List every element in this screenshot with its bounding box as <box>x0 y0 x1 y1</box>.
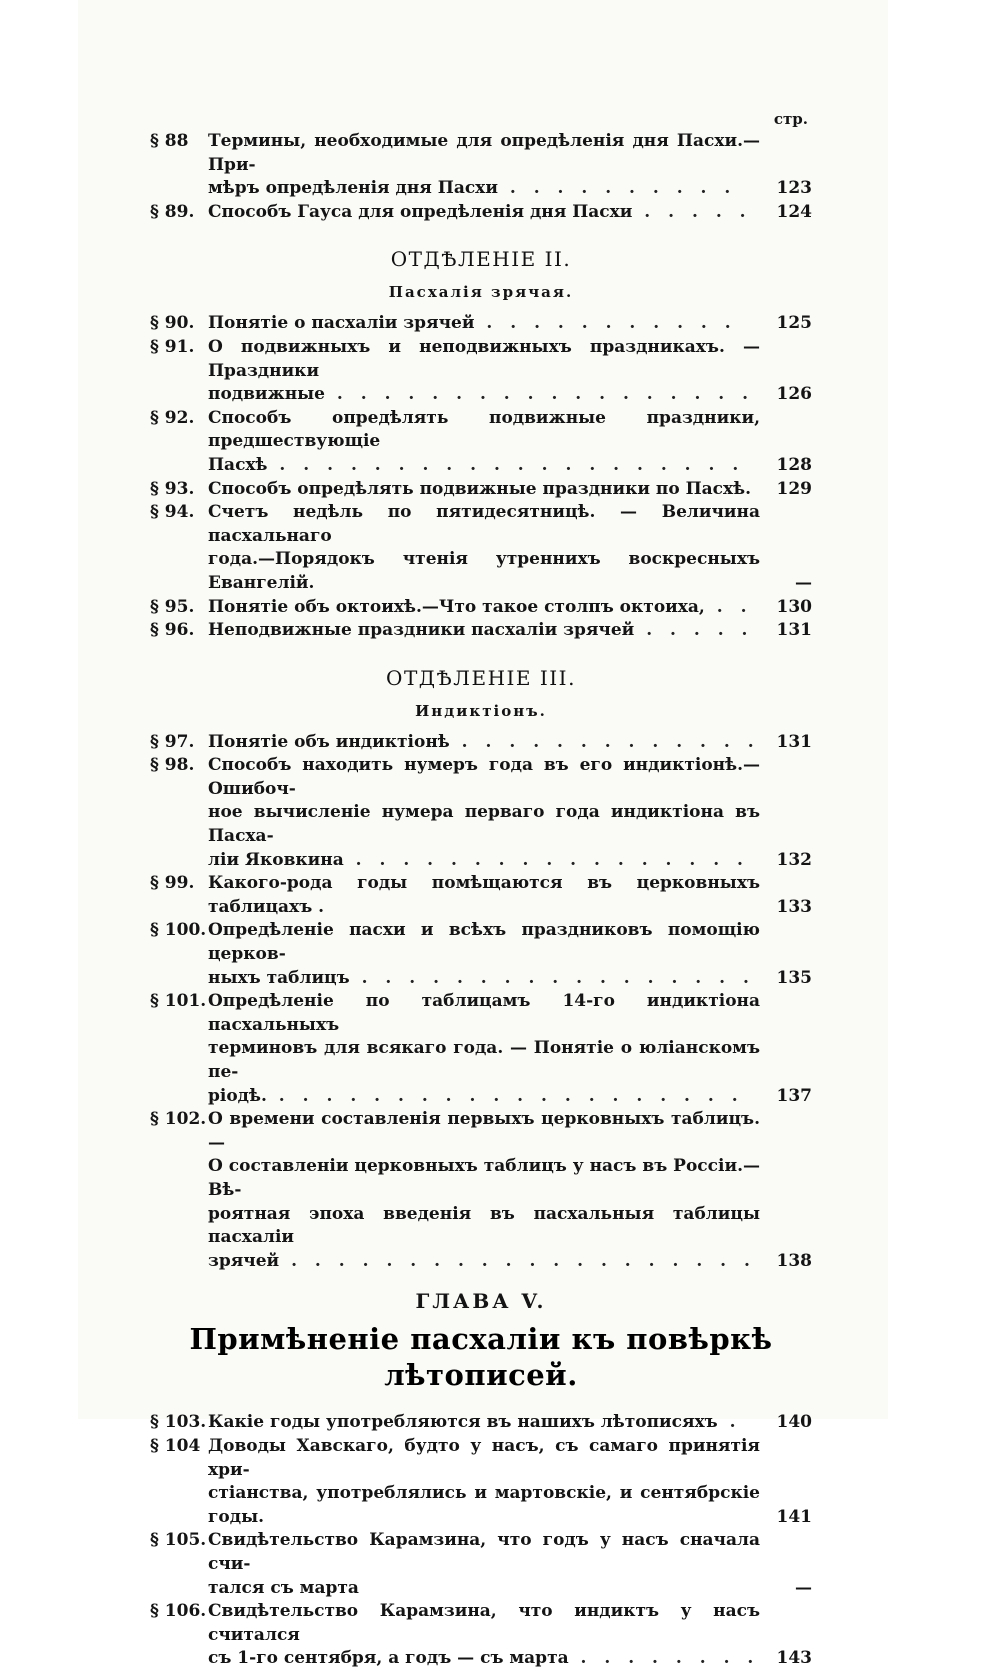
leader-dots: . . . . . <box>634 620 754 641</box>
entry-title-text: Способъ опредѣлять подвижные праздники по Пасхѣ. <box>208 478 752 499</box>
entry-title-line <box>208 312 760 336</box>
section-number: § 100. <box>150 920 207 941</box>
leader-dots: . <box>717 1412 742 1433</box>
toc-entry <box>150 407 812 478</box>
entry-title-text: Способъ находить нумеръ года въ его индиктіонѣ.—Ошибоч- <box>208 755 760 799</box>
toc-content <box>150 108 812 1671</box>
page-number: 132 <box>776 849 812 870</box>
entry-title-line <box>208 919 760 966</box>
entry-title <box>208 501 760 595</box>
entry-title <box>208 1435 760 1529</box>
leader-dots: . . . . . <box>632 201 752 222</box>
entry-title-text: Какіе годы употребляются въ нашихъ лѣтописяхъ <box>208 1412 718 1433</box>
toc-entry <box>150 990 812 1108</box>
page-number: 124 <box>776 201 812 222</box>
entry-title-text: О составленіи церковныхъ таблицъ у насъ въ Россіи.—Вѣ- <box>208 1156 760 1200</box>
entry-title-line <box>208 872 760 919</box>
entry-title-text: Понятіе о пасхаліи зрячей <box>208 313 475 334</box>
entry-title-line <box>208 754 760 801</box>
entry-title-text: ліи Яковкина <box>208 849 344 870</box>
page-number: 126 <box>776 384 812 405</box>
entry-title-line <box>208 407 760 454</box>
leader-dots: . . . . . . . . . . . . . <box>449 731 760 752</box>
entry-title <box>208 130 760 201</box>
page-number: 137 <box>776 1085 812 1106</box>
entry-title-text: О времени составленія первыхъ церковныхъ таблицъ. — <box>208 1109 760 1153</box>
entry-title-text: Какого-рода годы помѣщаются въ церковныхъ таблицахъ . <box>208 873 760 917</box>
entry-title-line <box>208 967 760 991</box>
section-subtitle-2: Пасхалія зрячая. <box>388 283 574 302</box>
page-number: 141 <box>776 1506 812 1527</box>
entry-title-text: зрячей <box>208 1250 280 1271</box>
entry-title-line <box>208 548 760 595</box>
entry-title <box>208 596 760 620</box>
toc-entry <box>150 201 812 225</box>
toc-block-4 <box>150 1411 812 1671</box>
section-subtitle-3: Индиктіонъ. <box>415 701 547 720</box>
page-number: — <box>795 572 812 593</box>
entry-title <box>208 336 760 407</box>
entry-title-text: Способъ Гауса для опредѣленія дня Пасхи <box>208 201 633 222</box>
entry-title-text: Опредѣленіе пасхи и всѣхъ праздниковъ помощію церков- <box>208 920 760 965</box>
toc-block-1 <box>150 130 812 224</box>
leader-dots: . . . . . . . . . . . . . . . . . . . . <box>279 1250 756 1271</box>
page-number: 135 <box>776 967 812 988</box>
page-number: 128 <box>776 454 812 475</box>
chapter-title-line-2: лѣтописей. <box>384 1358 578 1393</box>
toc-entry <box>150 619 812 643</box>
section-number: § 97. <box>150 731 195 752</box>
page-column-label: стр. <box>773 110 808 128</box>
entry-title-line <box>208 454 760 478</box>
leader-dots: . . . . . . . . . . . <box>474 313 737 334</box>
entry-title <box>208 619 760 643</box>
leader-dots: . . . . . . . . . . . . . . . . . . . . <box>266 1085 744 1106</box>
toc-entry <box>150 1600 812 1671</box>
page-number: 123 <box>776 178 812 199</box>
leader-dots: . . <box>704 596 753 617</box>
toc-entry <box>150 596 812 620</box>
entry-title-line <box>208 1411 760 1435</box>
page-number: 125 <box>776 313 812 334</box>
entry-title <box>208 478 760 502</box>
section-number: § 102. <box>150 1109 207 1130</box>
entry-title-text: Доводы Хавскаго, будто у насъ, съ самаго принятія хри- <box>208 1435 760 1480</box>
leader-dots: . . . . . . . . . . . . . . . . . . . . <box>267 454 745 475</box>
entry-title <box>208 1529 760 1600</box>
section-number: § 106. <box>150 1601 207 1622</box>
toc-entry <box>150 1435 812 1529</box>
entry-title-line <box>208 1435 760 1482</box>
entry-title <box>208 1411 760 1435</box>
entry-title-text: съ 1-го сентября, а годъ — съ марта <box>208 1648 569 1669</box>
toc-entry <box>150 731 812 755</box>
entry-title-text: ріодѣ. <box>208 1085 267 1106</box>
page-number: 138 <box>776 1250 812 1271</box>
chapter-title <box>150 1321 812 1393</box>
leader-dots: . . . . . . . . . . . . . . . . . . <box>325 384 755 405</box>
entry-title-line <box>208 1108 760 1155</box>
page-number: 143 <box>776 1648 812 1669</box>
section-number: § 94. <box>150 502 195 523</box>
toc-entry <box>150 1529 812 1600</box>
entry-title-text: Понятіе объ индиктіонѣ <box>208 731 450 752</box>
entry-title-text: Термины, необходимые для опредѣленія дня Пасхи.—При- <box>208 131 760 175</box>
section-number: § 90. <box>150 313 195 334</box>
entry-title-line <box>208 1085 760 1109</box>
toc-entry <box>150 501 812 595</box>
entry-title-text: Способъ опредѣлять подвижные праздники, предшествующіе <box>208 407 760 452</box>
entry-title <box>208 731 760 755</box>
entry-title-text: Свидѣтельство Карамзина, что годъ у насъ сначала счи- <box>208 1530 760 1574</box>
leader-dots: . . . . . . . . . . <box>497 178 737 199</box>
entry-title <box>208 312 760 336</box>
entry-title-line <box>208 1037 760 1084</box>
section-number: § 91. <box>150 336 195 357</box>
toc-entry <box>150 1411 812 1435</box>
entry-title-line <box>208 731 760 755</box>
entry-title <box>208 1600 760 1671</box>
toc-entry <box>150 336 812 407</box>
section-number: § 93. <box>150 478 195 499</box>
section-number: § 105. <box>150 1530 207 1551</box>
toc-entry <box>150 754 812 872</box>
leader-dots: . . . . . . . . . . . . . . . . . <box>343 849 749 870</box>
chapter-title-line-1: Примѣненіе пасхаліи къ повѣркѣ <box>189 1322 773 1357</box>
entry-title-line <box>208 501 760 548</box>
toc-block-3 <box>150 731 812 1274</box>
entry-title-line <box>208 1203 760 1250</box>
section-number: § 88 <box>150 131 189 151</box>
toc-entry <box>150 312 812 336</box>
entry-title-line <box>208 1529 760 1576</box>
section-number: § 96. <box>150 620 195 641</box>
entry-title-line <box>208 1577 760 1601</box>
page-number: 129 <box>776 478 812 499</box>
entry-title-line <box>208 478 760 502</box>
entry-title-line <box>208 336 760 383</box>
entry-title-line <box>208 1600 760 1647</box>
entry-title-text: Неподвижные праздники пасхаліи зрячей <box>208 620 635 641</box>
page-number: 131 <box>776 731 812 752</box>
entry-title-line <box>208 619 760 643</box>
entry-title-text: мѣръ опредѣленія дня Пасхи <box>208 178 498 199</box>
leader-dots: . . . . . . . . <box>568 1648 760 1669</box>
toc-entry <box>150 919 812 990</box>
entry-title <box>208 990 760 1108</box>
entry-title-line <box>208 1647 760 1671</box>
entry-title-line <box>208 849 760 873</box>
entry-title-text: тался съ марта <box>208 1577 359 1598</box>
entry-title <box>208 872 760 919</box>
page-number: 133 <box>776 896 812 917</box>
section-number: § 99. <box>150 873 195 894</box>
entry-title-text: Понятіе объ октоихѣ.—Что такое столпъ октоиха, <box>208 596 705 617</box>
entry-title-text: Пасхѣ <box>208 454 268 475</box>
section-number: § 101. <box>150 991 207 1012</box>
section-number: § 98. <box>150 755 195 776</box>
entry-title-line <box>208 201 760 225</box>
section-number: § 104 <box>150 1435 201 1456</box>
section-heading-3: ОТДѢЛЕНІЕ III. <box>386 665 576 690</box>
entry-title <box>208 754 760 872</box>
entry-title-text: Счетъ недѣль по пятидесятницѣ. — Величина пасхальнаго <box>208 502 760 546</box>
entry-title-line <box>208 801 760 848</box>
entry-title-text: О подвижныхъ и неподвижныхъ праздникахъ. — Праздники <box>208 336 760 381</box>
entry-title <box>208 201 760 225</box>
toc-entry <box>150 478 812 502</box>
entry-title-line <box>208 1482 760 1529</box>
page-number: — <box>795 1577 812 1598</box>
page-number: 140 <box>776 1412 812 1433</box>
entry-title-text: ныхъ таблицъ <box>208 967 350 988</box>
entry-title-text: подвижные <box>208 384 325 405</box>
entry-title-text: терминовъ для всякаго года. — Понятіе о юліанскомъ пе- <box>208 1038 760 1082</box>
toc-entry <box>150 130 812 201</box>
page-number: 131 <box>776 620 812 641</box>
entry-title-line <box>208 177 760 201</box>
entry-title-line <box>208 1250 760 1274</box>
entry-title-text: ное вычисленіе нумера перваго года индиктіона въ Пасха- <box>208 802 760 847</box>
entry-title-line <box>208 1155 760 1202</box>
entry-title <box>208 407 760 478</box>
entry-title-line <box>208 130 760 177</box>
entry-title-text: Опредѣленіе по таблицамъ 14-го индиктіона пасхальныхъ <box>208 991 760 1035</box>
entry-title-line <box>208 990 760 1037</box>
page-number: 130 <box>776 596 812 617</box>
entry-title <box>208 919 760 990</box>
leader-dots: . . . . . . . . . . . . . . . . . <box>349 967 755 988</box>
section-number: § 95. <box>150 596 195 617</box>
toc-block-2 <box>150 312 812 642</box>
section-heading-2: ОТДѢЛЕНІЕ II. <box>390 247 572 272</box>
entry-title-text: стіанства, употреблялись и мартовскіе, и сентябрскіе годы. <box>208 1483 760 1527</box>
chapter-heading: ГЛАВА V. <box>415 1289 547 1314</box>
entry-title-text: Свидѣтельство Карамзина, что индиктъ у насъ считался <box>208 1601 760 1645</box>
entry-title-text: роятная эпоха введенія въ пасхальныя таблицы пасхаліи <box>208 1203 760 1248</box>
section-number: § 89. <box>150 201 195 222</box>
toc-entry <box>150 872 812 919</box>
entry-title-text: года.—Порядокъ чтенія утреннихъ воскресныхъ Евангелій. <box>208 549 760 593</box>
entry-title-line <box>208 383 760 407</box>
toc-entry <box>150 1108 812 1273</box>
section-number: § 103. <box>150 1412 207 1433</box>
entry-title <box>208 1108 760 1273</box>
entry-title-line <box>208 596 760 620</box>
section-number: § 92. <box>150 407 195 428</box>
